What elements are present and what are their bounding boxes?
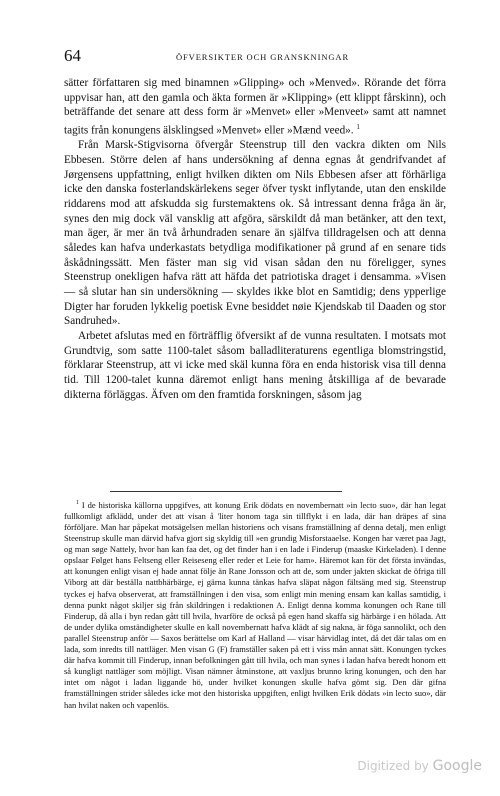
body-text: [64, 76, 446, 402]
paragraph-2: Från Marsk-Stigvisorna öfvergår Steenstrup till den vackra dikten om Nils Ebbesen. Större delen af hans undersökning af denna egnas åt gendrifvandet af Jørgensens uppfattning, enligt hvilken dikten om Nils Ebbesen afser att förhärliga icke den danska fosterlandskärlekens seger öfver tyskt inflytande, utan den enskilde riddarens mod att afskudda sig furstemaktens ok. Så intressant denna fråga än är, synes den mig dock väl vansklig att afgöra, särskildt då man betänker, att den text, man äger, är mer än två århundraden senare än själfva tilldragelsen och att denna således kan hafva underkastats betydliga modifikationer på grund af en senare tids åskådningssätt. Men fäster man sig vid visan sådan den nu föreligger, synes Steenstrup onekligen hafva rätt att häfda det patriotiska draget i densamma. »Visen — så slutar han sin undersökning — skyldes ikke blot en Samtidig; dens ypperlige Digter har foruden lykkelig poetisk Evne besiddet nøie Kjendskab til Daaden og stor Sandruhed».: [64, 139, 446, 328]
google-logo: Google: [432, 758, 482, 774]
footnote-paragraph: [64, 498, 446, 711]
footnote-divider: [110, 491, 342, 492]
digitization-watermark: [357, 758, 482, 774]
paragraph-1-text: sätter författaren sig med binamnen »Glipping» och »Menved». Rörande det förra uppvisar han, att den gamla och äkta formen är »Klipping» (ett klippt fårskinn), och beträffande det senare att dess form är »Menvet» eller »Menveet» samt att namnet tagits från konungens älsklingsed »Menvet» eller »Mænd veed».: [64, 77, 446, 137]
footnote: [64, 498, 446, 711]
footnote-text: I de historiska källorna uppgifves, att konung Erik dödats en novembernatt »in lecto suo», där han legat fullkomligt afklädd, under det att visan å 'liter honom taga sin tillflykt i en lada, där han dräpes af sina förföljare. Man har påpekat motsägelsen mellan historiens och visans framställning af denna detalj, men enligt Steenstrup skulle man därvid hafva gjort sig skyldig till »en grundig Misforstaaelse. Kongen har været paa Jagt, og man søge Nattely, hvor han kan faa det, og det finder han i en lade i Finderup (maaske Kirkeladen). I denne opslaar Følget hans Feltseng eller Reiseseng eller reder et Leie for ham». Häremot kan för det första invändas, att konungen enligt visan ej hade annat följe än Rane Jonsson och att de, som under jakten skickat de öfriga till Viborg att där beställa nattbhärbärge, ej gärna kunna tänkas hafva släpat någon fältsäng med sig. Steenstrup tyckes ej hafva observerat, att framställningen i den visa, som enligt min mening ensam kan kallas samtidig, i denna punkt något skiljer sig från skildringen i redaktionen A. Enligt denna komma konungen och Rane till Finderup, då alla i byn redan gått till hvila, hvarföre de också på egen hand skaffa sig härbärge i en hölada. Att de under dylika omständigheter skulle en kall novembernatt hafva klädt af sig nakna, är föga sannolikt, och den parallel Steenstrup anför — Saxos berättelse om Karl af Halland — visar härvidlag intet, då det där talas om en lada, som inredts till nattläger. Men visan G (F) framställer saken på ett i viss mån annat sätt. Konungen tyckes där hafva kommit till Finderup, innan befolkningen gått till hvila, och man synes i ladan hafva beredt honom ett så kungligt nattläger som möjligt. Visan nämner åtminstone, att vaxljus brunno kring konungen, och den har intet om något i ladan liggande hö, under hvilket konungen skulle hafva gömt sig. Den där gifna framställningen strider således icke mot den historiska uppgiften, enligt hvilken Erik dödats »in lecto suo», där han hvilat naken och vapenlös.: [64, 499, 446, 710]
watermark-prefix: Digitized by: [357, 759, 429, 773]
page-header: [64, 46, 450, 68]
page-number: 64: [64, 46, 81, 65]
running-head: ÖFVERSIKTER OCH GRANSKNINGAR: [176, 52, 350, 62]
footnote-ref[interactable]: 1: [356, 122, 360, 131]
paragraph-1: [64, 76, 446, 138]
footnote-marker: 1: [76, 500, 79, 506]
paragraph-3: Arbetet afslutas med en förträfflig öfversikt af de vunna resultaten. I motsats mot Grundtvig, som satte 1100-talet såsom balladliteraturens egentliga blomstringstid, förklarar Steenstrup, att vi icke med skäl kunna föra en enda historisk visa till denna tid. Till 1200-talet kunna däremot enligt hans mening åtskilliga af de bevarade dikterna förläggas. Äfven om den framtida forskningen, såsom jag: [64, 329, 446, 401]
